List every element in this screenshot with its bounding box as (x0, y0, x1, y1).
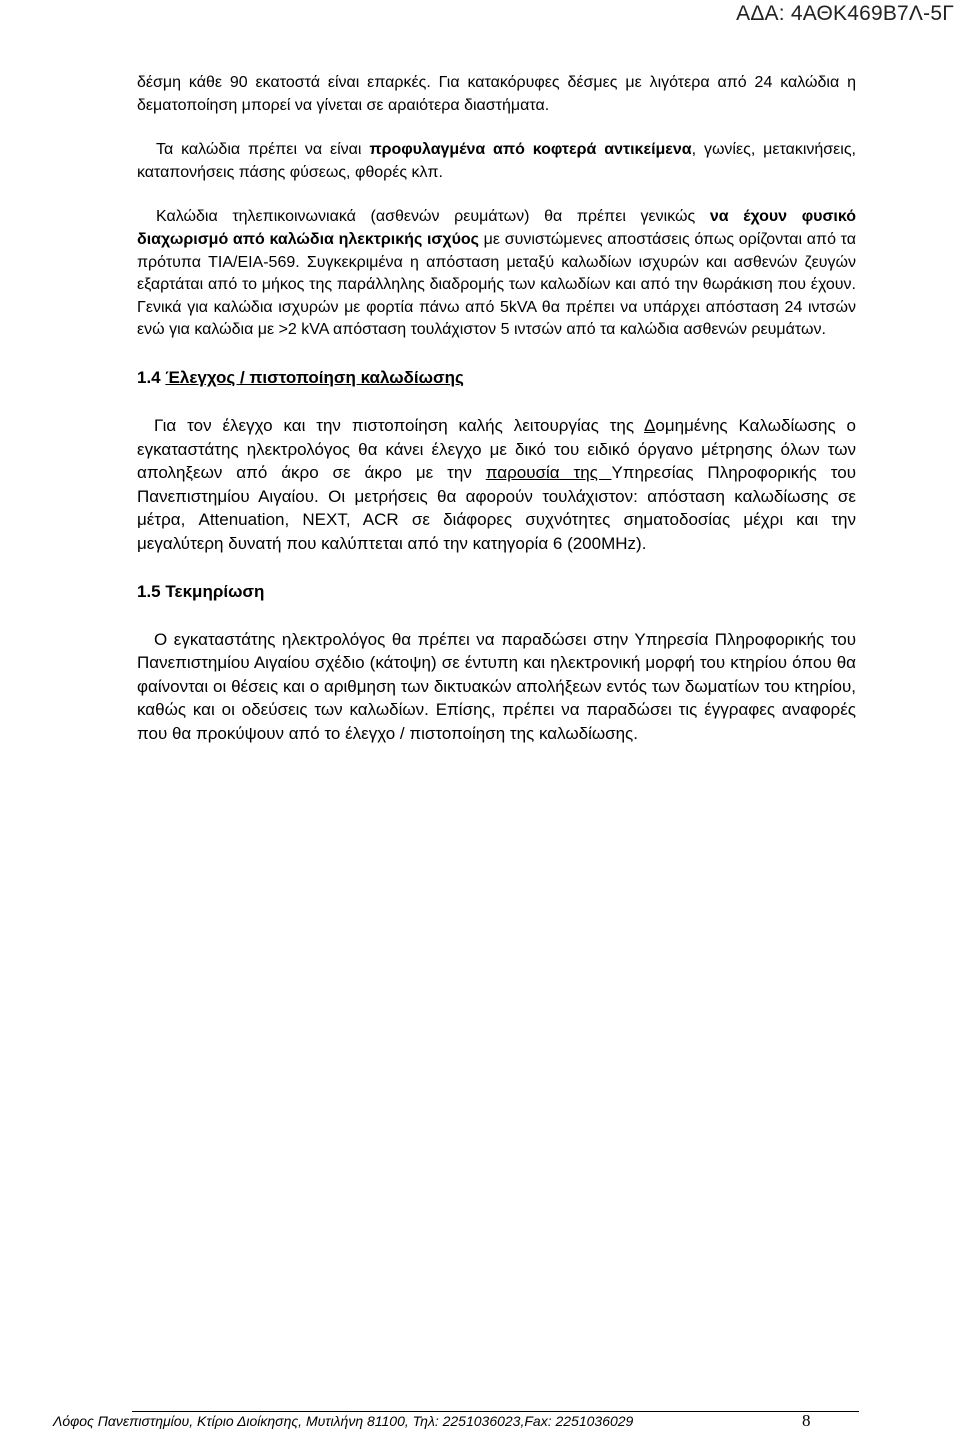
text-run: με συνιστώμενες αποστάσεις όπως ορίζονται από τα πρότυπα TIA/EIA-569. Συγκεκριμένα η απόσταση μεταξύ καλωδίων ισχυρών και ασθενών ζευγών εξαρτάται από το μήκος της παράλληλης διαδρομής των καλωδίων και από την θωράκιση που έχουν. Γενικά για καλώδια ισχυρών με φορτία πάνω από 5kVA θα πρέπει να υπάρχει απόσταση 24 ιντσών ενώ για καλώδια με >2 kVA απόσταση τουλάχιστον 5 ιντσών από τα καλώδια ασθενών ρευμάτων. (137, 230, 857, 339)
text-run: ομημένης Καλωδίωσης ο εγκαταστάτης ηλεκτρολόγος θα κάνει έλεγχο με δικό του ειδικό όργανο μέτρησης όλων των αποληξεων από άκρο σε άκρο με την (137, 415, 856, 483)
section-number: 1.5 (137, 581, 161, 601)
paragraph-documentation: Ο εγκαταστάτης ηλεκτρολόγος θα πρέπει να παραδώσει στην Υπηρεσία Πληροφορικής του Πανεπιστημίου Αιγαίου σχέδιο (κάτοψη) σε έντυπη και ηλεκτρονική μορφή του κτηρίου όπου θα φαίνονται οι θέσεις και ο αριθμηση των δικτυακών απολήξεων εντός των δωματίων του κτηρίου, καθώς και οι οδεύσεις των καλωδίων. Επίσης, πρέπει να παραδώσει τις έγγραφες αναφορές που θα προκύψουν από το έλεγχο / πιστοποίηση της καλωδίωσης. (137, 629, 856, 743)
text-run: Υπηρεσίας Πληροφορικής του Πανεπιστημίου Αιγαίου. Οι μετρήσεις θα αφορούν τουλάχιστον: απόσταση καλωδίωσης σε μέτρα, Attenuation, NEXT, ACR σε διάφορες συχνότητες σηματοδοσίας μέχρι και την μεγαλύτερη δυνατή που καλύπτεται από την κατηγορία 6 (200MHz). (137, 463, 856, 553)
section-title: Τεκμηρίωση (165, 581, 265, 601)
bold-run: προφυλαγμένα από κοφτερά αντικείμενα (369, 141, 692, 159)
paragraph-bundling: δέσμη κάθε 90 εκατοστά είναι επαρκές. Για κατακόρυφες δέσμες με λιγότερα από 24 καλώδια η δεματοποίηση μπορεί να γίνεται σε αραιότερα διαστήματα. (137, 74, 856, 114)
section-heading-1-5 (137, 580, 856, 604)
paragraph-protection (137, 139, 856, 184)
text-run: , γωνίες, μετακινήσεις, καταπονήσεις πάσης φύσεως, φθορές κλπ. (137, 141, 857, 181)
underlined-run: παρουσία της (485, 463, 612, 483)
underlined-run: Δ (644, 415, 656, 435)
section-number: 1.4 (137, 367, 161, 387)
bold-run: να έχουν φυσικό διαχωρισμό από καλώδια ηλεκτρικής ισχύος (137, 208, 857, 248)
page-number: 8 (802, 1411, 811, 1430)
paragraph-separation (137, 206, 856, 342)
text-run: Για τον έλεγχο και την πιστοποίηση καλής λειτουργίας της (154, 415, 645, 435)
paragraph-certification (137, 414, 856, 556)
document-body (137, 72, 856, 745)
section-title: Έλεγχος / πιστοποίηση καλωδίωσης (165, 367, 464, 387)
footer-divider (132, 1411, 859, 1412)
text-run: Τα καλώδια πρέπει να είναι (156, 141, 370, 159)
text-run: Καλώδια τηλεπικοινωνιακά (ασθενών ρευμάτων) θα πρέπει γενικώς (156, 208, 710, 226)
footer-address: Λόφος Πανεπιστημίου, Κτίριο Διοίκησης, Μυτιλήνη 81100, Τηλ: 2251036023,Fax: 2251036029 (53, 1413, 634, 1429)
section-heading-1-4 (137, 366, 856, 390)
ada-code: ΑΔΑ: 4ΑΘΚ469Β7Λ-5Γ (736, 2, 954, 25)
